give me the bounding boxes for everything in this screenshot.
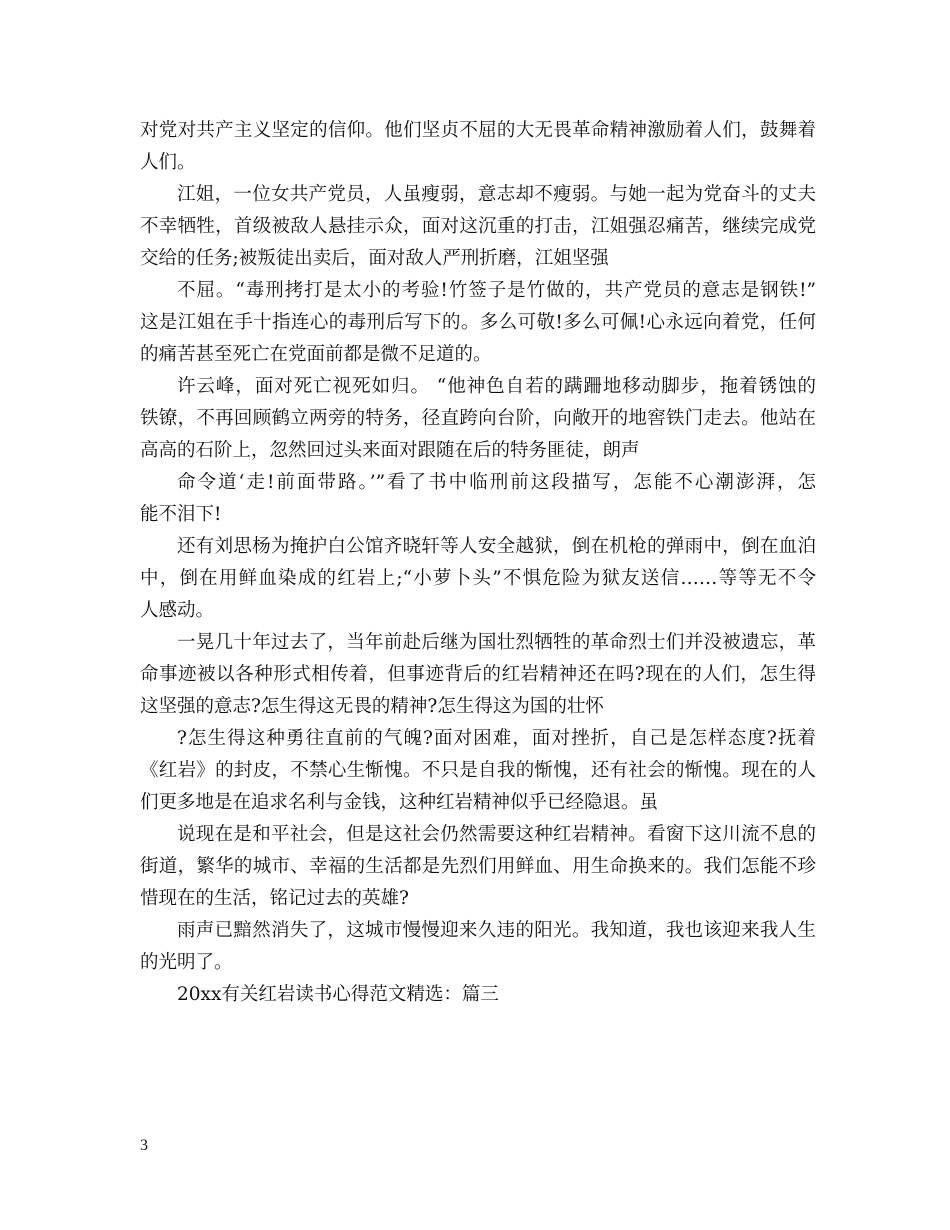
document-body (140, 115, 816, 1011)
text-line: 的痛苦甚至死亡在党面前都是微不足道的。 (140, 344, 492, 365)
text-line: 这坚强的意志?怎生得这无畏的精神?怎生得这为国的壮怀 (140, 696, 604, 717)
text-line: 中，倒在用鲜血染成的红岩上;“小萝卜头”不惧危险为狱友送信……等等无不令 (140, 568, 816, 589)
text-line: 街道，繁华的城市、幸福的生活都是先烈们用鲜血、用生命换来的。我们怎能不珍 (140, 856, 816, 877)
text-line: 人感动。 (140, 600, 215, 621)
text-line: 许云峰，面对死亡视死如归。 “他神色自若的蹒跚地移动脚步，拖着锈蚀的 (177, 376, 816, 397)
text-line: 江姐，一位女共产党员，人虽瘦弱，意志却不瘦弱。与她一起为党奋斗的丈夫 (177, 184, 816, 205)
text-line: 能不泪下! (140, 504, 222, 525)
text-line: 对党对共产主义坚定的信仰。他们坚贞不屈的大无畏革命精神激励着人们，鼓舞着 (140, 120, 816, 141)
text-line: 的光明了。 (140, 952, 233, 973)
section-heading: 20xx有关红岩读书心得范文精选：篇三 (177, 984, 499, 1005)
text-line: 一晃几十年过去了，当年前赴后继为国壮烈牺牲的革命烈士们并没被遗忘，革 (177, 632, 816, 653)
text-line: 命令道‘走!前面带路。’”看了书中临刑前这段描写，怎能不心潮澎湃，怎 (177, 472, 816, 493)
text-line: 这是江姐在手十指连心的毒刑后写下的。多么可敬!多么可佩!心永远向着党，任何 (140, 312, 816, 333)
text-line: 高高的石阶上，忽然回过头来面对跟随在后的特务匪徒，朗声 (140, 440, 640, 461)
text-line: 交给的任务;被叛徒出卖后，面对敌人严刑折磨，江姐坚强 (140, 248, 609, 269)
text-line: 人们。 (140, 152, 196, 173)
page-number: 3 (140, 1137, 148, 1154)
text-line: 铁镣，不再回顾鹤立两旁的特务，径直跨向台阶，向敞开的地窖铁门走去。他站在 (140, 408, 816, 429)
text-line: 惜现在的生活，铭记过去的英雄? (140, 888, 409, 909)
text-line: 还有刘思杨为掩护白公馆齐晓轩等人安全越狱，倒在机枪的弹雨中，倒在血泊 (177, 536, 816, 557)
text-line: 说现在是和平社会，但是这社会仍然需要这种红岩精神。看窗下这川流不息的 (177, 824, 816, 845)
text-line: 命事迹被以各种形式相传着，但事迹背后的红岩精神还在吗?现在的人们，怎生得 (140, 664, 816, 685)
text-line: 不幸牺牲，首级被敌人悬挂示众，面对这沉重的打击，江姐强忍痛苦，继续完成党 (140, 216, 816, 237)
text-line: ?怎生得这种勇往直前的气魄?面对困难，面对挫折，自己是怎样态度?抚着 (177, 728, 816, 749)
text-line: 不屈。“毒刑拷打是太小的考验!竹签子是竹做的，共产党员的意志是钢铁!” (177, 280, 816, 301)
text-line: 雨声已黯然消失了，这城市慢慢迎来久违的阳光。我知道，我也该迎来我人生 (177, 920, 816, 941)
text-line: 们更多地是在追求名利与金钱，这种红岩精神似乎已经隐退。虽 (140, 792, 659, 813)
text-line: 《红岩》的封皮，不禁心生惭愧。不只是自我的惭愧，还有社会的惭愧。现在的人 (140, 760, 816, 781)
